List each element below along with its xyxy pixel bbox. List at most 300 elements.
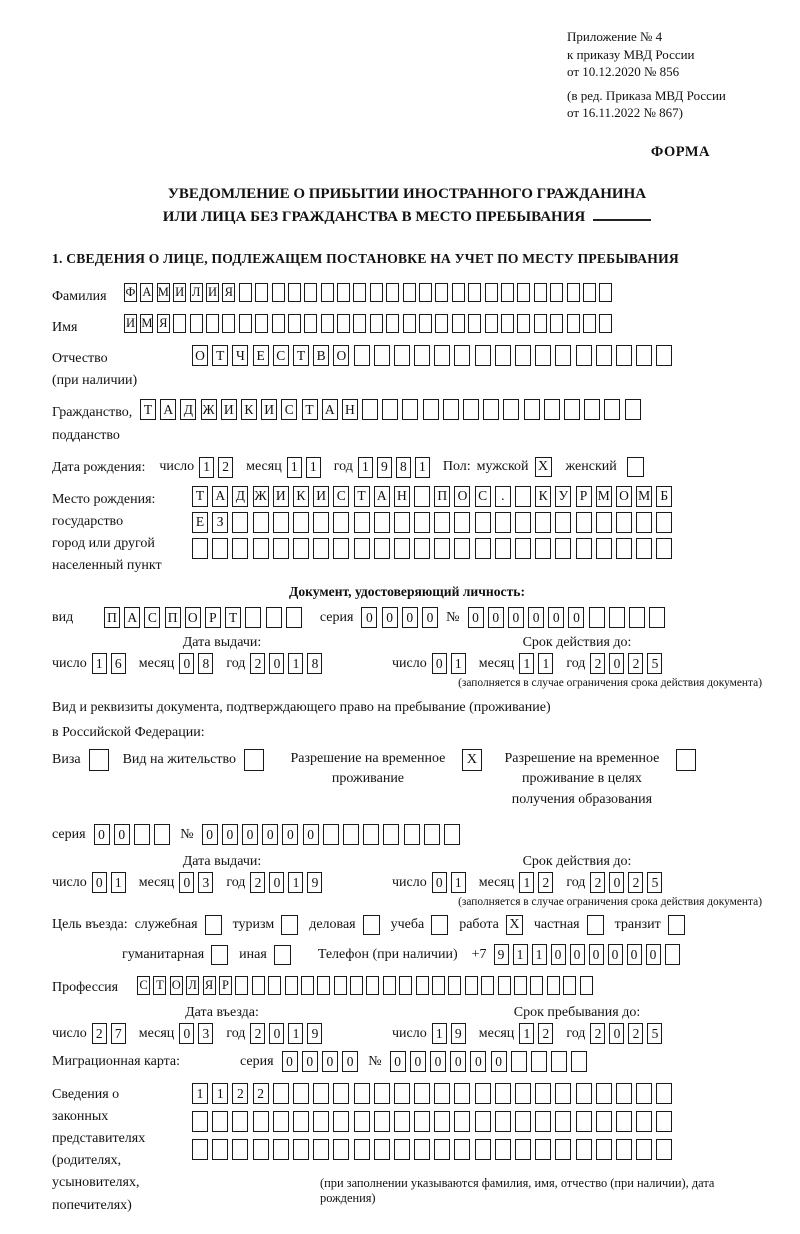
char-cell[interactable] — [293, 1111, 309, 1132]
purpose-tourism-checkbox[interactable] — [281, 915, 298, 935]
char-cell[interactable]: 0 — [262, 824, 278, 845]
char-cell[interactable] — [334, 976, 347, 995]
char-cell[interactable] — [555, 538, 571, 559]
char-cell[interactable]: О — [454, 486, 470, 507]
char-cell[interactable] — [266, 607, 282, 628]
char-cell[interactable] — [374, 1111, 390, 1132]
char-cell[interactable] — [386, 314, 399, 333]
char-cell[interactable]: О — [333, 345, 349, 366]
char-cell[interactable] — [555, 512, 571, 533]
char-cell[interactable]: . — [495, 486, 511, 507]
char-cell[interactable]: 0 — [202, 824, 218, 845]
temp-residence-checkbox[interactable]: X — [462, 749, 482, 771]
char-cell[interactable]: 1 — [513, 944, 528, 965]
char-cell[interactable]: 2 — [250, 1023, 265, 1044]
char-cell[interactable]: 1 — [415, 457, 430, 478]
char-cell[interactable] — [414, 538, 430, 559]
char-cell[interactable]: 0 — [269, 872, 284, 893]
char-cell[interactable] — [555, 345, 571, 366]
char-cell[interactable] — [656, 512, 672, 533]
char-cell[interactable]: 9 — [494, 944, 509, 965]
char-cell[interactable] — [404, 824, 420, 845]
char-cell[interactable]: 0 — [548, 607, 564, 628]
char-cell[interactable]: 2 — [628, 1023, 643, 1044]
char-cell[interactable] — [416, 976, 429, 995]
char-cell[interactable] — [596, 1139, 612, 1160]
char-cell[interactable] — [503, 399, 519, 420]
purpose-work-checkbox[interactable]: X — [506, 915, 523, 935]
char-cell[interactable] — [567, 283, 580, 302]
char-cell[interactable] — [475, 1083, 491, 1104]
char-cell[interactable] — [232, 512, 248, 533]
char-cell[interactable]: 0 — [179, 1023, 194, 1044]
char-cell[interactable]: 0 — [269, 653, 284, 674]
char-cell[interactable]: Ж — [253, 486, 269, 507]
char-cell[interactable] — [285, 976, 298, 995]
char-cell[interactable] — [414, 1111, 430, 1132]
char-cell[interactable] — [414, 1139, 430, 1160]
char-cell[interactable] — [485, 283, 498, 302]
char-cell[interactable] — [468, 314, 481, 333]
char-cell[interactable] — [313, 1111, 329, 1132]
char-cell[interactable] — [555, 1111, 571, 1132]
char-cell[interactable] — [313, 538, 329, 559]
char-cell[interactable]: 0 — [322, 1051, 338, 1072]
char-cell[interactable] — [616, 1083, 632, 1104]
char-cell[interactable] — [321, 314, 334, 333]
char-cell[interactable] — [555, 1139, 571, 1160]
char-cell[interactable] — [550, 283, 563, 302]
char-cell[interactable] — [550, 314, 563, 333]
char-cell[interactable] — [649, 607, 665, 628]
char-cell[interactable] — [432, 976, 445, 995]
char-cell[interactable] — [212, 1139, 228, 1160]
char-cell[interactable] — [394, 1139, 410, 1160]
char-cell[interactable] — [419, 283, 432, 302]
char-cell[interactable] — [495, 1139, 511, 1160]
char-cell[interactable] — [383, 824, 399, 845]
char-cell[interactable] — [423, 399, 439, 420]
purpose-study-checkbox[interactable] — [431, 915, 448, 935]
char-cell[interactable] — [374, 538, 390, 559]
char-cell[interactable]: 0 — [589, 944, 604, 965]
char-cell[interactable] — [535, 1139, 551, 1160]
char-cell[interactable] — [286, 607, 302, 628]
char-cell[interactable] — [374, 1083, 390, 1104]
char-cell[interactable]: 0 — [114, 824, 130, 845]
char-cell[interactable]: И — [273, 486, 289, 507]
char-cell[interactable] — [571, 1051, 587, 1072]
char-cell[interactable] — [576, 512, 592, 533]
char-cell[interactable] — [383, 976, 396, 995]
char-cell[interactable] — [239, 314, 252, 333]
char-cell[interactable] — [567, 314, 580, 333]
char-cell[interactable]: 2 — [250, 653, 265, 674]
char-cell[interactable] — [363, 824, 379, 845]
char-cell[interactable] — [609, 607, 625, 628]
char-cell[interactable] — [454, 1111, 470, 1132]
char-cell[interactable] — [273, 1111, 289, 1132]
char-cell[interactable]: А — [374, 486, 390, 507]
char-cell[interactable]: Р — [219, 976, 232, 995]
char-cell[interactable] — [154, 824, 170, 845]
char-cell[interactable] — [547, 976, 560, 995]
char-cell[interactable]: Е — [192, 512, 208, 533]
char-cell[interactable] — [382, 399, 398, 420]
char-cell[interactable] — [463, 399, 479, 420]
char-cell[interactable]: И — [261, 399, 277, 420]
char-cell[interactable]: С — [475, 486, 491, 507]
char-cell[interactable] — [596, 1083, 612, 1104]
char-cell[interactable] — [402, 399, 418, 420]
char-cell[interactable] — [362, 399, 378, 420]
char-cell[interactable] — [596, 512, 612, 533]
char-cell[interactable]: С — [281, 399, 297, 420]
char-cell[interactable] — [333, 1111, 349, 1132]
char-cell[interactable] — [515, 538, 531, 559]
char-cell[interactable] — [517, 314, 530, 333]
char-cell[interactable] — [576, 1083, 592, 1104]
char-cell[interactable] — [394, 512, 410, 533]
char-cell[interactable]: 0 — [551, 944, 566, 965]
char-cell[interactable]: 8 — [396, 457, 411, 478]
char-cell[interactable] — [301, 976, 314, 995]
char-cell[interactable]: О — [185, 607, 201, 628]
char-cell[interactable]: 5 — [647, 653, 662, 674]
char-cell[interactable]: 8 — [198, 653, 213, 674]
char-cell[interactable] — [495, 1111, 511, 1132]
char-cell[interactable] — [576, 538, 592, 559]
char-cell[interactable]: 2 — [218, 457, 233, 478]
char-cell[interactable]: 5 — [647, 872, 662, 893]
char-cell[interactable] — [173, 314, 186, 333]
char-cell[interactable]: 0 — [609, 872, 624, 893]
char-cell[interactable] — [443, 399, 459, 420]
char-cell[interactable]: 0 — [179, 872, 194, 893]
char-cell[interactable]: 0 — [222, 824, 238, 845]
char-cell[interactable] — [551, 1051, 567, 1072]
char-cell[interactable] — [501, 283, 514, 302]
char-cell[interactable] — [354, 538, 370, 559]
char-cell[interactable] — [414, 345, 430, 366]
char-cell[interactable]: 1 — [519, 1023, 534, 1044]
char-cell[interactable] — [434, 345, 450, 366]
char-cell[interactable] — [434, 538, 450, 559]
char-cell[interactable] — [483, 399, 499, 420]
char-cell[interactable] — [535, 1111, 551, 1132]
char-cell[interactable] — [514, 976, 527, 995]
char-cell[interactable]: 2 — [538, 872, 553, 893]
char-cell[interactable]: 1 — [192, 1083, 208, 1104]
char-cell[interactable]: О — [616, 486, 632, 507]
char-cell[interactable] — [531, 1051, 547, 1072]
char-cell[interactable] — [206, 314, 219, 333]
char-cell[interactable] — [192, 1139, 208, 1160]
char-cell[interactable] — [414, 512, 430, 533]
char-cell[interactable] — [515, 1139, 531, 1160]
char-cell[interactable] — [255, 283, 268, 302]
char-cell[interactable] — [636, 1139, 652, 1160]
char-cell[interactable] — [403, 314, 416, 333]
char-cell[interactable]: 0 — [568, 607, 584, 628]
char-cell[interactable] — [444, 824, 460, 845]
char-cell[interactable] — [475, 345, 491, 366]
char-cell[interactable] — [501, 314, 514, 333]
char-cell[interactable]: 0 — [470, 1051, 486, 1072]
purpose-official-checkbox[interactable] — [205, 915, 222, 935]
char-cell[interactable]: Т — [212, 345, 228, 366]
char-cell[interactable]: Е — [253, 345, 269, 366]
char-cell[interactable]: С — [144, 607, 160, 628]
char-cell[interactable] — [636, 1111, 652, 1132]
char-cell[interactable] — [293, 512, 309, 533]
char-cell[interactable] — [313, 1083, 329, 1104]
char-cell[interactable] — [293, 538, 309, 559]
char-cell[interactable] — [530, 976, 543, 995]
char-cell[interactable] — [394, 345, 410, 366]
purpose-private-checkbox[interactable] — [587, 915, 604, 935]
char-cell[interactable] — [625, 399, 641, 420]
char-cell[interactable]: 2 — [628, 872, 643, 893]
char-cell[interactable]: Б — [656, 486, 672, 507]
char-cell[interactable] — [576, 1111, 592, 1132]
char-cell[interactable] — [232, 1139, 248, 1160]
char-cell[interactable]: 9 — [307, 872, 322, 893]
char-cell[interactable] — [374, 345, 390, 366]
char-cell[interactable]: 0 — [508, 607, 524, 628]
char-cell[interactable]: 0 — [282, 1051, 298, 1072]
char-cell[interactable] — [434, 1111, 450, 1132]
char-cell[interactable] — [253, 1139, 269, 1160]
char-cell[interactable] — [495, 345, 511, 366]
char-cell[interactable] — [353, 283, 366, 302]
char-cell[interactable] — [616, 538, 632, 559]
char-cell[interactable] — [534, 283, 547, 302]
char-cell[interactable] — [596, 538, 612, 559]
char-cell[interactable]: П — [165, 607, 181, 628]
char-cell[interactable] — [535, 1083, 551, 1104]
char-cell[interactable]: Т — [192, 486, 208, 507]
char-cell[interactable]: 0 — [402, 607, 418, 628]
char-cell[interactable]: Т — [302, 399, 318, 420]
char-cell[interactable]: С — [273, 345, 289, 366]
char-cell[interactable] — [370, 283, 383, 302]
char-cell[interactable]: 0 — [242, 824, 258, 845]
char-cell[interactable] — [616, 512, 632, 533]
char-cell[interactable] — [424, 824, 440, 845]
char-cell[interactable]: Я — [157, 314, 170, 333]
char-cell[interactable]: Н — [394, 486, 410, 507]
char-cell[interactable] — [255, 314, 268, 333]
char-cell[interactable]: 8 — [307, 653, 322, 674]
char-cell[interactable]: Л — [186, 976, 199, 995]
char-cell[interactable] — [481, 976, 494, 995]
char-cell[interactable]: У — [555, 486, 571, 507]
char-cell[interactable]: 0 — [468, 607, 484, 628]
char-cell[interactable]: 1 — [532, 944, 547, 965]
char-cell[interactable] — [515, 1111, 531, 1132]
char-cell[interactable] — [273, 512, 289, 533]
char-cell[interactable] — [252, 976, 265, 995]
char-cell[interactable]: М — [140, 314, 153, 333]
char-cell[interactable]: 9 — [451, 1023, 466, 1044]
char-cell[interactable] — [337, 314, 350, 333]
char-cell[interactable] — [468, 283, 481, 302]
char-cell[interactable]: 0 — [609, 653, 624, 674]
char-cell[interactable] — [596, 345, 612, 366]
char-cell[interactable]: 0 — [570, 944, 585, 965]
char-cell[interactable] — [434, 512, 450, 533]
char-cell[interactable] — [333, 538, 349, 559]
char-cell[interactable] — [333, 512, 349, 533]
char-cell[interactable]: 0 — [528, 607, 544, 628]
char-cell[interactable] — [544, 399, 560, 420]
char-cell[interactable]: 1 — [358, 457, 373, 478]
char-cell[interactable] — [517, 283, 530, 302]
char-cell[interactable] — [313, 512, 329, 533]
char-cell[interactable] — [524, 399, 540, 420]
char-cell[interactable]: 2 — [538, 1023, 553, 1044]
char-cell[interactable] — [403, 283, 416, 302]
char-cell[interactable]: 0 — [342, 1051, 358, 1072]
char-cell[interactable]: Т — [153, 976, 166, 995]
char-cell[interactable] — [636, 1083, 652, 1104]
char-cell[interactable]: 1 — [432, 1023, 447, 1044]
visa-checkbox[interactable] — [89, 749, 109, 771]
char-cell[interactable]: 1 — [288, 872, 303, 893]
char-cell[interactable]: И — [206, 283, 219, 302]
char-cell[interactable] — [288, 314, 301, 333]
char-cell[interactable] — [239, 283, 252, 302]
char-cell[interactable]: 0 — [94, 824, 110, 845]
char-cell[interactable] — [515, 1083, 531, 1104]
char-cell[interactable] — [580, 976, 593, 995]
char-cell[interactable] — [555, 1083, 571, 1104]
char-cell[interactable] — [317, 976, 330, 995]
char-cell[interactable] — [394, 1083, 410, 1104]
char-cell[interactable] — [272, 283, 285, 302]
char-cell[interactable] — [616, 345, 632, 366]
char-cell[interactable] — [495, 1083, 511, 1104]
char-cell[interactable]: К — [535, 486, 551, 507]
char-cell[interactable]: 1 — [306, 457, 321, 478]
char-cell[interactable] — [511, 1051, 527, 1072]
char-cell[interactable] — [656, 345, 672, 366]
char-cell[interactable]: С — [333, 486, 349, 507]
char-cell[interactable] — [337, 283, 350, 302]
char-cell[interactable] — [272, 314, 285, 333]
char-cell[interactable] — [343, 824, 359, 845]
char-cell[interactable]: М — [157, 283, 170, 302]
char-cell[interactable] — [665, 944, 680, 965]
char-cell[interactable]: Т — [293, 345, 309, 366]
char-cell[interactable]: 2 — [590, 653, 605, 674]
char-cell[interactable] — [454, 345, 470, 366]
char-cell[interactable]: 0 — [608, 944, 623, 965]
char-cell[interactable] — [563, 976, 576, 995]
char-cell[interactable] — [293, 1083, 309, 1104]
char-cell[interactable]: 2 — [250, 872, 265, 893]
char-cell[interactable] — [656, 538, 672, 559]
char-cell[interactable] — [584, 399, 600, 420]
char-cell[interactable] — [465, 976, 478, 995]
char-cell[interactable]: 0 — [646, 944, 661, 965]
char-cell[interactable] — [454, 1083, 470, 1104]
char-cell[interactable]: 0 — [432, 872, 447, 893]
char-cell[interactable] — [321, 283, 334, 302]
char-cell[interactable]: 2 — [253, 1083, 269, 1104]
char-cell[interactable]: Т — [140, 399, 156, 420]
char-cell[interactable] — [394, 538, 410, 559]
char-cell[interactable] — [313, 1139, 329, 1160]
char-cell[interactable] — [475, 1139, 491, 1160]
char-cell[interactable]: А — [124, 607, 140, 628]
char-cell[interactable]: О — [192, 345, 208, 366]
char-cell[interactable]: 2 — [232, 1083, 248, 1104]
char-cell[interactable]: 0 — [179, 653, 194, 674]
char-cell[interactable] — [636, 345, 652, 366]
char-cell[interactable]: 1 — [451, 653, 466, 674]
char-cell[interactable]: 0 — [450, 1051, 466, 1072]
char-cell[interactable] — [564, 399, 580, 420]
char-cell[interactable]: К — [241, 399, 257, 420]
char-cell[interactable]: 0 — [430, 1051, 446, 1072]
char-cell[interactable] — [253, 512, 269, 533]
char-cell[interactable]: Д — [180, 399, 196, 420]
char-cell[interactable] — [599, 314, 612, 333]
char-cell[interactable]: Р — [576, 486, 592, 507]
char-cell[interactable]: 1 — [519, 872, 534, 893]
char-cell[interactable] — [212, 1111, 228, 1132]
char-cell[interactable] — [599, 283, 612, 302]
char-cell[interactable] — [333, 1139, 349, 1160]
char-cell[interactable] — [394, 1111, 410, 1132]
char-cell[interactable]: П — [104, 607, 120, 628]
char-cell[interactable]: О — [170, 976, 183, 995]
char-cell[interactable]: 1 — [288, 653, 303, 674]
char-cell[interactable]: А — [140, 283, 153, 302]
char-cell[interactable]: З — [212, 512, 228, 533]
char-cell[interactable] — [273, 1139, 289, 1160]
char-cell[interactable]: 0 — [609, 1023, 624, 1044]
char-cell[interactable] — [596, 1111, 612, 1132]
char-cell[interactable] — [354, 1083, 370, 1104]
char-cell[interactable]: 6 — [111, 653, 126, 674]
char-cell[interactable] — [192, 538, 208, 559]
char-cell[interactable]: Ч — [232, 345, 248, 366]
char-cell[interactable]: Л — [190, 283, 203, 302]
char-cell[interactable]: 0 — [92, 872, 107, 893]
char-cell[interactable] — [454, 1139, 470, 1160]
char-cell[interactable] — [515, 345, 531, 366]
char-cell[interactable] — [576, 1139, 592, 1160]
char-cell[interactable] — [448, 976, 461, 995]
char-cell[interactable] — [454, 538, 470, 559]
char-cell[interactable]: 1 — [287, 457, 302, 478]
char-cell[interactable]: 0 — [303, 824, 319, 845]
char-cell[interactable] — [354, 345, 370, 366]
char-cell[interactable] — [485, 314, 498, 333]
char-cell[interactable]: М — [596, 486, 612, 507]
char-cell[interactable] — [656, 1139, 672, 1160]
char-cell[interactable]: 2 — [590, 1023, 605, 1044]
char-cell[interactable]: Р — [205, 607, 221, 628]
char-cell[interactable] — [656, 1083, 672, 1104]
char-cell[interactable]: Я — [203, 976, 216, 995]
char-cell[interactable]: 1 — [288, 1023, 303, 1044]
char-cell[interactable] — [535, 538, 551, 559]
char-cell[interactable]: 0 — [269, 1023, 284, 1044]
